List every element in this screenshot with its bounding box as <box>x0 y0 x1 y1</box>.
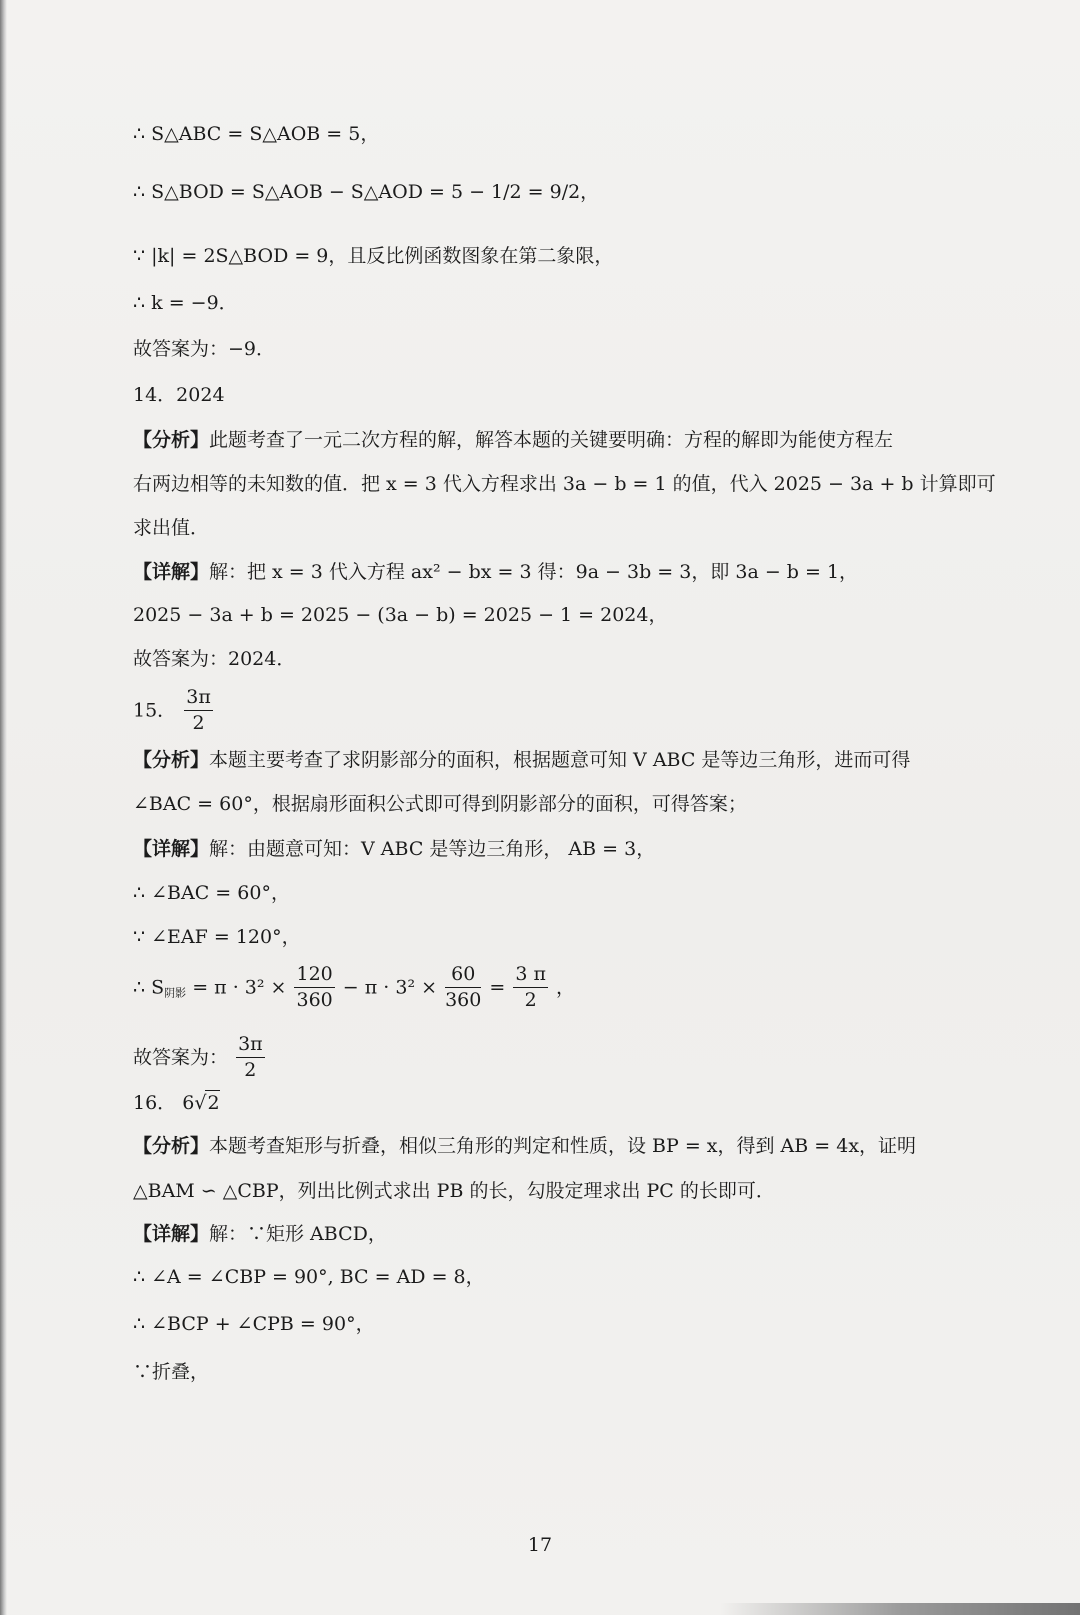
q14-detail-line-1: 【详解】解：把 x = 3 代入方程 ax² − bx = 3 得：9a − 3b = 3，即 3a − b = 1， <box>133 561 859 583</box>
solution-line-3: ∵ |k| = 2S△BOD = 9，且反比例函数图象在第二象限， <box>133 245 614 267</box>
q14-analysis-line-1: 【分析】此题考查了一元二次方程的解，解答本题的关键要明确：方程的解即为能使方程左 <box>133 429 894 451</box>
q16-analysis-tag: 【分析】 <box>133 1135 210 1157</box>
q15-detail-line-4: ∴ $S_{阴影} = \pi \cdot 3^2$ × $\frac{120}{360}$ − π · 3² × $\frac{60}{360}$ = $\frac{3 \pi}{2}$ ， <box>133 963 576 1011</box>
q14-detail-line-2: 2025 − 3a + b = 2025 − (3a − b) = 2025 − 1 = 2024， <box>133 604 668 626</box>
q15-heading-fraction: $\frac{3\pi}{2}$ <box>186 686 211 734</box>
q14-analysis-line-2: 右两边相等的未知数的值．把 x = 3 代入方程求出 3a − b = 1 的值，代入 2025 − 3a + b 计算即可 <box>133 473 996 495</box>
q15-detail-line-2: ∴ ∠BAC = 60°， <box>133 882 290 904</box>
question-16-heading: 16． 6√2 <box>133 1092 220 1114</box>
answer-15: 故答案为： $\frac{3\pi}{2}$ <box>133 1033 263 1081</box>
scan-bottom-edge-shadow <box>720 1603 1080 1615</box>
answer-15-fraction: $\frac{3\pi}{2}$ <box>238 1033 263 1081</box>
solution-line-2: ∴ S△BOD = S△AOB − S△AOD = 5 − 1/2 = 9/2， <box>133 181 600 203</box>
sqrt-symbol: √ <box>194 1092 207 1114</box>
q15-analysis-tag: 【分析】 <box>133 749 210 771</box>
question-15-heading: 15． $\frac{3\pi}{2}$ <box>133 686 211 734</box>
q14-analysis-line-3: 求出值． <box>133 517 210 539</box>
q15-detail-tag: 【详解】 <box>133 838 210 860</box>
q15-analysis-line-2: ∠BAC = 60°，根据扇形面积公式即可得到阴影部分的面积，可得答案； <box>133 793 747 815</box>
answer-13: 故答案为：−9． <box>133 338 276 360</box>
solution-line-4: ∴ k = −9． <box>133 292 238 314</box>
fraction-3pi-2: $\frac{3 \pi}{2}$ <box>515 963 546 1011</box>
question-14-heading: 14．2024 <box>133 384 225 406</box>
page-number: 17 <box>527 1534 553 1556</box>
scan-left-edge-shadow <box>0 0 7 1615</box>
q16-detail-tag: 【详解】 <box>133 1223 210 1245</box>
q16-detail-line-1: 【详解】解：∵矩形 ABCD， <box>133 1223 387 1245</box>
q14-analysis-tag: 【分析】 <box>133 429 210 451</box>
q16-analysis-line-1: 【分析】本题考查矩形与折叠，相似三角形的判定和性质，设 BP = x，得到 AB = 4x，证明 <box>133 1135 917 1157</box>
q16-detail-line-2: ∴ ∠A = ∠CBP = 90°, BC = AD = 8， <box>133 1266 485 1288</box>
fraction-120-360: $\frac{120}{360}$ <box>296 963 333 1011</box>
q15-analysis-line-1: 【分析】本题主要考查了求阴影部分的面积，根据题意可知 V ABC 是等边三角形，进而可得 <box>133 749 911 771</box>
q16-analysis-line-2: △BAM ∽ △CBP，列出比例式求出 PB 的长，勾股定理求出 PC 的长即可． <box>133 1180 775 1202</box>
q16-detail-line-4: ∵折叠， <box>133 1361 210 1383</box>
q15-detail-line-3: ∵ ∠EAF = 120°， <box>133 926 301 948</box>
q14-detail-tag: 【详解】 <box>133 561 210 583</box>
solution-line-1: ∴ S△ABC = S△AOB = 5， <box>133 123 380 145</box>
answer-14: 故答案为：2024． <box>133 648 296 670</box>
q16-detail-line-3: ∴ ∠BCP + ∠CPB = 90°， <box>133 1313 375 1335</box>
fraction-60-360: $\frac{60}{360}$ <box>445 963 482 1011</box>
q15-detail-line-1: 【详解】解：由题意可知：V ABC 是等边三角形， AB = 3， <box>133 838 656 860</box>
